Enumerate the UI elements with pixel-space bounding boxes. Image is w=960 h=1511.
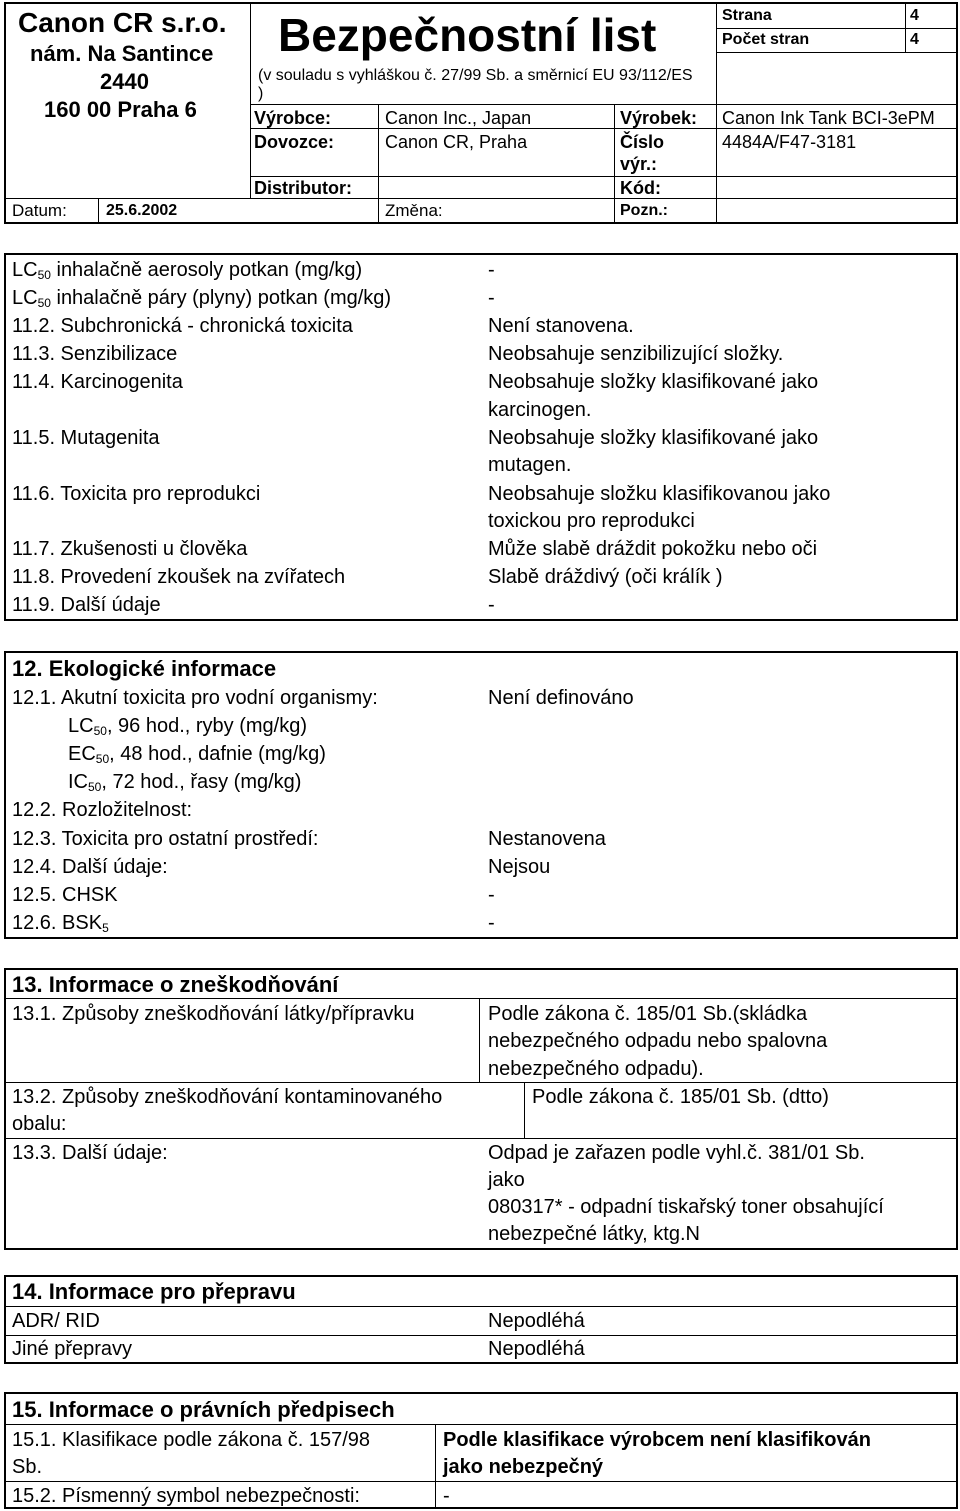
- s11-mutagenicity: 11.5. Mutagenita: [12, 427, 160, 449]
- company-street: nám. Na Santince: [30, 41, 214, 66]
- s11-animal-tests: 11.8. Provedení zkoušek na zvířatech: [12, 566, 346, 588]
- s12-bsk5-value: -: [488, 912, 495, 934]
- s11-carcinogenicity-value-2: karcinogen.: [488, 399, 592, 421]
- s12-chsk: 12.5. CHSK: [12, 884, 118, 906]
- s13-other-data-value: Odpad je zařazen podle vyhl.č. 381/01 Sb.: [488, 1142, 865, 1164]
- manufacturer-label: Výrobce:: [254, 108, 332, 128]
- s11-lc50-aerosol-value: -: [488, 259, 495, 281]
- s11-reproductive-value-2: toxickou pro reprodukci: [488, 510, 695, 532]
- header-divider: [378, 104, 379, 222]
- header-divider: [250, 176, 958, 177]
- s13-col-line: [524, 1082, 525, 1138]
- s11-human-experience: 11.7. Zkušenosti u člověka: [12, 538, 248, 560]
- s15-classification-value: Podle klasifikace výrobcem není klasifikován: [443, 1429, 871, 1451]
- s12-other-data-value: Nejsou: [488, 856, 551, 878]
- s11-lc50-vapour-value: -: [488, 287, 495, 309]
- header-divider: [4, 198, 958, 199]
- header-divider: [250, 2, 251, 198]
- s14-other-transport: Jiné přepravy: [12, 1338, 133, 1360]
- section-14-title: 14. Informace pro přepravu: [12, 1279, 296, 1304]
- header-divider: [614, 104, 615, 222]
- s11-carcinogenicity-value: Neobsahuje složky klasifikované jako: [488, 371, 819, 393]
- s11-reproductive-value: Neobsahuje složku klasifikovanou jako: [488, 483, 831, 505]
- change-label: Změna:: [385, 201, 443, 220]
- code-label: Kód:: [620, 178, 661, 198]
- header-divider: [250, 104, 958, 105]
- company-number: 2440: [100, 69, 149, 94]
- s12-other-data: 12.4. Další údaje:: [12, 856, 168, 878]
- s13-substance-disposal-value-3: nebezpečného odpadu).: [488, 1058, 704, 1080]
- s12-ic50-algae: $IC_{50}$, 72 hod., řasy (mg/kg): [68, 771, 302, 794]
- s11-lc50-vapour: $LC_{50}$ inhalačně páry (plyny) potkan (mg/kg): [12, 287, 392, 310]
- page-label: Strana: [722, 7, 772, 24]
- s15-row-line: [4, 1424, 958, 1425]
- s13-other-data: 13.3. Další údaje:: [12, 1142, 168, 1164]
- s13-substance-disposal: 13.1. Způsoby zneškodňování látky/přípravku: [12, 1003, 415, 1025]
- product-value: Canon Ink Tank BCI-3ePM: [722, 108, 935, 128]
- header-divider: [716, 2, 717, 222]
- s12-ec50-daphnia: $EC_{50}$, 48 hod., dafnie (mg/kg): [68, 743, 326, 766]
- product-number-value: 4484A/F47-3181: [722, 132, 857, 152]
- page-count: 4: [910, 31, 919, 48]
- header-divider: [905, 2, 906, 52]
- s12-other-environment: 12.3. Toxicita pro ostatní prostředí:: [12, 828, 319, 850]
- s11-subchronic: 11.2. Subchronická - chronická toxicita: [12, 315, 353, 337]
- s13-substance-disposal-value-2: nebezpečného odpadu nebo spalovna: [488, 1030, 828, 1052]
- distributor-label: Distributor:: [254, 178, 352, 198]
- manufacturer-value: Canon Inc., Japan: [385, 108, 532, 128]
- product-number-label: Číslo: [620, 132, 665, 152]
- s11-mutagenicity-value: Neobsahuje složky klasifikované jako: [488, 427, 819, 449]
- product-number-label-2: výr.:: [620, 154, 658, 174]
- s15-col-line: [435, 1424, 436, 1509]
- s12-bsk5: 12.6. $BSK_5$: [12, 912, 109, 935]
- s11-mutagenicity-value-2: mutagen.: [488, 454, 572, 476]
- s14-adr-rid-value: Nepodléhá: [488, 1310, 585, 1332]
- header-divider: [716, 52, 958, 53]
- s14-other-transport-value: Nepodléhá: [488, 1338, 585, 1360]
- page-number: 4: [910, 7, 919, 24]
- s11-sensitization: 11.3. Senzibilizace: [12, 343, 178, 365]
- s13-packaging-disposal-2: obalu:: [12, 1113, 67, 1135]
- s13-packaging-disposal: 13.2. Způsoby zneškodňování kontaminovaného: [12, 1086, 443, 1108]
- s11-human-experience-value: Může slabě dráždit pokožku nebo oči: [488, 538, 818, 560]
- s12-lc50-fish: $LC_{50}$, 96 hod., ryby (mg/kg): [68, 715, 308, 738]
- page-count-label: Počet stran: [722, 31, 810, 48]
- s13-other-data-value-3: 080317* - odpadní tiskařský toner obsahující: [488, 1196, 884, 1218]
- doc-title: Bezpečnostní list: [278, 9, 657, 61]
- s12-chsk-value: -: [488, 884, 495, 906]
- s14-row-line: [4, 1335, 958, 1336]
- s15-classification-value-2: jako nebezpečný: [443, 1456, 604, 1478]
- s13-col-line: [479, 998, 480, 1082]
- section-15-title: 15. Informace o právních předpisech: [12, 1397, 395, 1422]
- s12-degradability: 12.2. Rozložitelnost:: [12, 799, 193, 821]
- section-12-title: 12. Ekologické informace: [12, 656, 277, 681]
- importer-label: Dovozce:: [254, 132, 335, 152]
- doc-subtitle-end: ): [258, 85, 264, 102]
- note-label: Pozn.:: [620, 202, 668, 219]
- product-label: Výrobek:: [620, 108, 698, 128]
- s11-sensitization-value: Neobsahuje senzibilizující složky.: [488, 343, 784, 365]
- header-divider: [98, 198, 99, 222]
- s12-acute-toxicity-value: Není definováno: [488, 687, 634, 709]
- s14-adr-rid: ADR/ RID: [12, 1310, 100, 1332]
- s11-other: 11.9. Další údaje: [12, 594, 161, 616]
- s15-classification-2: Sb.: [12, 1456, 43, 1478]
- s12-other-environment-value: Nestanovena: [488, 828, 606, 850]
- s11-other-value: -: [488, 594, 495, 616]
- header-divider: [716, 28, 958, 29]
- section-13-title: 13. Informace o zneškodňování: [12, 972, 339, 997]
- s12-acute-toxicity: 12.1. Akutní toxicita pro vodní organismy:: [12, 687, 378, 709]
- s15-hazard-symbol: 15.2. Písmenný symbol nebezpečnosti:: [12, 1485, 360, 1507]
- importer-value: Canon CR, Praha: [385, 132, 528, 152]
- doc-subtitle: (v souladu s vyhláškou č. 27/99 Sb. a směrnicí EU 93/112/ES: [258, 67, 693, 84]
- s11-lc50-aerosol: $LC_{50}$ inhalačně aerosoly potkan (mg/kg): [12, 259, 363, 282]
- s14-row-line: [4, 1306, 958, 1307]
- company-name: Canon CR s.r.o.: [18, 7, 227, 38]
- date-label: Datum:: [12, 201, 67, 220]
- s15-classification: 15.1. Klasifikace podle zákona č. 157/98: [12, 1429, 371, 1451]
- s11-animal-tests-value: Slabě dráždivý (oči králík ): [488, 566, 723, 588]
- s15-hazard-symbol-value: -: [443, 1485, 450, 1507]
- s11-carcinogenicity: 11.4. Karcinogenita: [12, 371, 183, 393]
- s13-substance-disposal-value: Podle zákona č. 185/01 Sb.(skládka: [488, 1003, 808, 1025]
- date-value: 25.6.2002: [106, 202, 178, 219]
- s13-packaging-disposal-value: Podle zákona č. 185/01 Sb. (dtto): [532, 1086, 829, 1108]
- s11-subchronic-value: Není stanovena.: [488, 315, 634, 337]
- company-city: 160 00 Praha 6: [44, 97, 197, 122]
- s11-reproductive: 11.6. Toxicita pro reprodukci: [12, 483, 261, 505]
- s13-other-data-value-4: nebezpečné látky, ktg.N: [488, 1223, 700, 1245]
- s13-other-data-value-2: jako: [488, 1169, 525, 1191]
